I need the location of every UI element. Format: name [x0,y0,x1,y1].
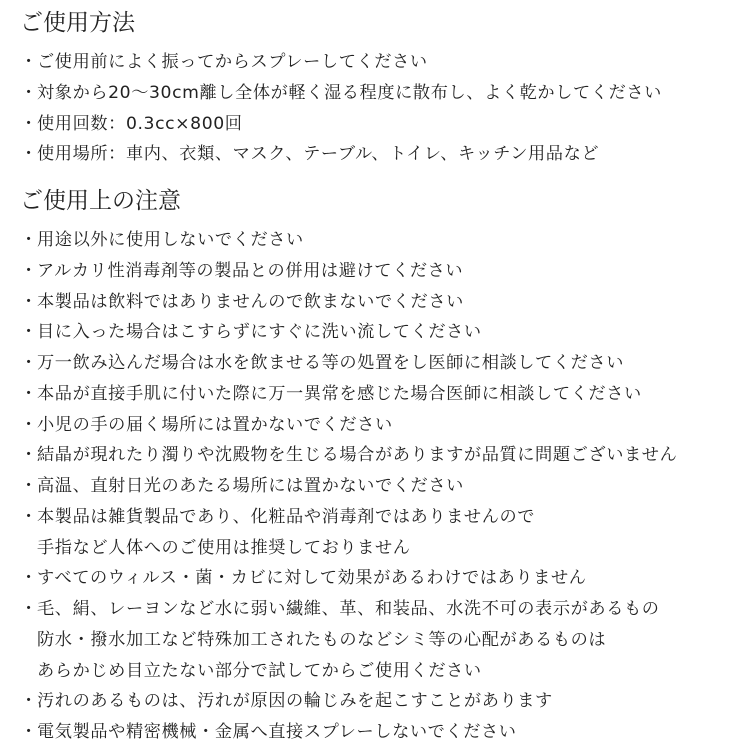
caution-item-line: 汚れのあるものは、汚れが原因の輪じみを起こすことがあります [37,691,553,712]
caution-item-line: 小児の手の届く場所には置かないでください [37,414,393,435]
usage-item-text: 対象から20～30cm離し全体が軽く湿る程度に散布し、よく乾かしてください [37,82,662,103]
bullet-dot: ・ [20,113,38,134]
caution-item [20,717,677,748]
caution-item [20,410,677,441]
caution-item [20,563,677,594]
bullet-dot: ・ [20,144,38,165]
bullet-dot: ・ [20,722,38,742]
caution-item [20,348,677,379]
bullet-dot: ・ [20,599,38,619]
caution-item [20,502,677,564]
caution-item [20,471,677,502]
caution-item [20,256,677,287]
caution-item-line: 手指など人体へのご使用は推奨しておりません [37,537,411,558]
usage-item [20,109,662,140]
caution-item-line: 用途以外に使用しないでください [37,230,304,250]
bullet-dot: ・ [20,52,38,72]
bullet-dot: ・ [20,230,38,250]
caution-item-line: 万一飲み込んだ場合は水を飲ませる等の処置をし医師に相談してください [37,353,624,373]
bullet-dot: ・ [20,383,38,404]
cautions-heading: ご使用上の注意 [20,188,181,214]
caution-item-line: 結晶が現れたり濁りや沈殿物を生じる場合がありますが品質に問題ございません [37,445,678,466]
caution-item [20,594,677,686]
cautions-list [20,225,677,748]
bullet-dot: ・ [20,445,38,466]
caution-item-line: 本製品は飲料ではありませんので飲まないでください [37,291,464,312]
bullet-dot: ・ [20,691,38,712]
bullet-dot: ・ [20,260,38,281]
caution-item-line: 毛、絹、レーヨンなど水に弱い繊維、革、和装品、水洗不可の表示があるもの [37,599,660,619]
usage-item [20,139,662,170]
bullet-dot: ・ [20,414,38,435]
usage-item-text: ご使用前によく振ってからスプレーしてください [37,52,428,72]
bullet-dot: ・ [20,568,38,589]
caution-item-line: 本品が直接手肌に付いた際に万一異常を感じた場合医師に相談してください [37,383,642,404]
caution-item-line: 本製品は雑貨製品であり、化粧品や消毒剤ではありませんので [37,506,536,527]
caution-item-line: あらかじめ目立たない部分で試してからご使用ください [37,660,482,681]
usage-item-text: 使用場所：車内、衣類、マスク、テーブル、トイレ、キッチン用品など [37,144,600,165]
bullet-dot: ・ [20,291,38,312]
caution-item-line: アルカリ性消毒剤等の製品との併用は避けてください [37,260,464,281]
usage-item [20,78,662,109]
usage-item [20,47,662,78]
bullet-dot: ・ [20,506,38,527]
caution-item [20,440,677,471]
caution-item [20,317,677,348]
bullet-dot: ・ [20,82,38,103]
usage-item-text: 使用回数：0.3cc×800回 [37,113,243,134]
bullet-dot: ・ [20,476,38,496]
usage-list [20,47,662,170]
caution-item [20,225,677,256]
bullet-dot: ・ [20,353,38,373]
caution-item-line: すべてのウィルス・菌・カビに対して効果があるわけではありません [37,568,587,589]
bullet-dot: ・ [20,322,38,343]
caution-item-line: 高温、直射日光のあたる場所には置かないでください [37,476,464,496]
caution-item [20,379,677,410]
caution-item-line: 防水・撥水加工など特殊加工されたものなどシミ等の心配があるものは [37,629,607,650]
caution-item [20,686,677,717]
usage-heading: ご使用方法 [20,10,135,36]
caution-item [20,287,677,318]
caution-item-line: 電気製品や精密機械・金属へ直接スプレーしないでください [37,722,517,742]
caution-item-line: 目に入った場合はこすらずにすぐに洗い流してください [37,322,482,343]
